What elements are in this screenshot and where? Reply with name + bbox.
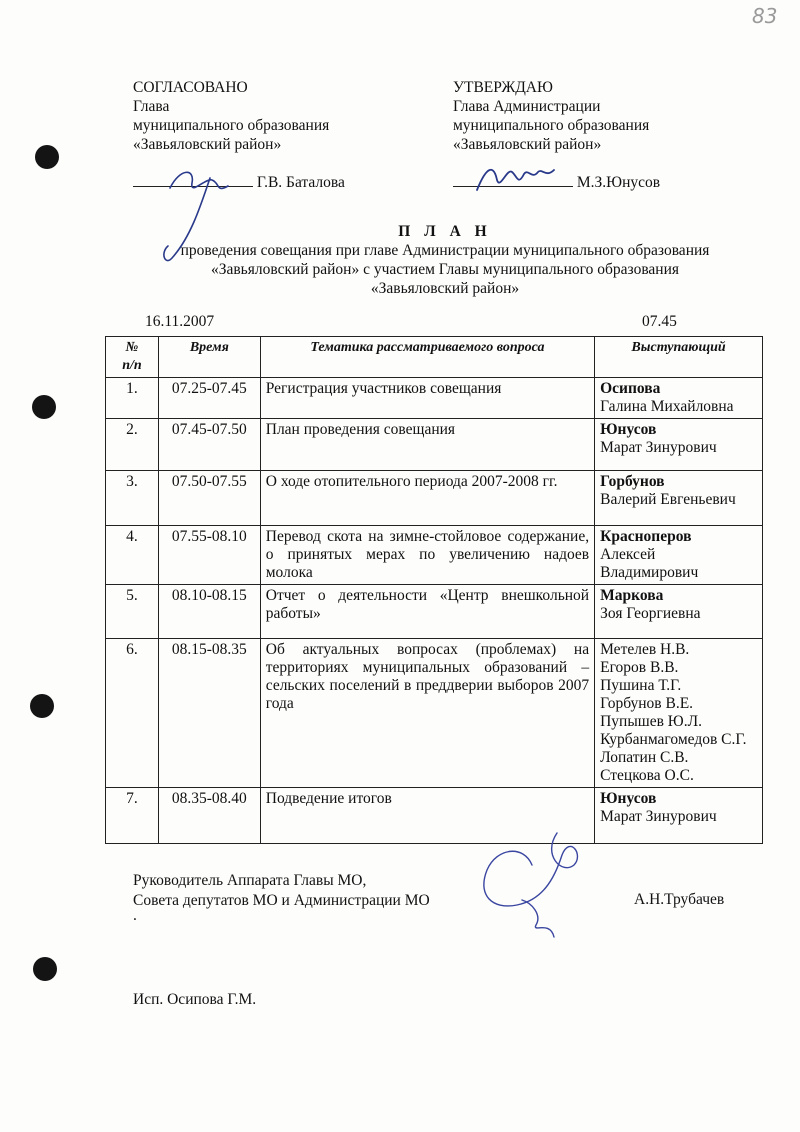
table-row (106, 639, 763, 788)
row-speaker (595, 378, 763, 419)
speaker-list-item: Егоров В.В. (600, 659, 679, 676)
table-row (106, 526, 763, 585)
header-topic: Тематика рассматриваемого вопроса (260, 337, 594, 378)
row-speaker (595, 639, 763, 788)
plan-date: 16.11.2007 (145, 313, 215, 330)
binder-hole (35, 145, 59, 169)
footer-position-line2: Совета депутатов МО и Администрации МО (133, 892, 430, 909)
speaker-rest: Марат Зинурович (600, 808, 717, 825)
binder-hole (32, 395, 56, 419)
approval-left-line1: Глава (133, 98, 170, 115)
row-speaker (595, 471, 763, 526)
row-topic: План проведения совещания (260, 419, 594, 471)
speaker-name: Маркова (600, 587, 664, 604)
table-row (106, 471, 763, 526)
speaker-list-item: Стецкова О.С. (600, 767, 694, 784)
table-header-row (106, 337, 763, 378)
plan-subtitle-1: проведения совещания при главе Администрации муниципального образования (180, 242, 710, 259)
approval-right-line1: Глава Администрации (453, 98, 601, 115)
plan-title: П Л А Н (398, 223, 492, 240)
row-num: 7. (106, 788, 159, 844)
row-topic: О ходе отопительного периода 2007-2008 гг. (260, 471, 594, 526)
row-time: 07.25-07.45 (158, 378, 260, 419)
approval-left-name: Г.В. Баталова (256, 174, 345, 191)
speaker-name: Юнусов (600, 790, 657, 807)
row-num: 5. (106, 585, 159, 639)
row-time: 07.50-07.55 (158, 471, 260, 526)
speaker-list-item: Метелев Н.В. (600, 641, 690, 658)
speaker-rest: Галина Михайловна (600, 398, 734, 415)
speaker-list-item: Курбанмагомедов С.Г. (600, 731, 747, 748)
plan-subtitle-2: «Завьяловский район» с участием Главы муниципального образования (210, 261, 680, 278)
approval-left-line3: «Завьяловский район» (133, 136, 282, 153)
plan-time: 07.45 (642, 313, 677, 330)
table-row (106, 378, 763, 419)
approval-right-heading: УТВЕРЖДАЮ (453, 79, 553, 96)
speaker-rest: Зоя Георгиевна (600, 605, 701, 622)
executor-note: Исп. Осипова Г.М. (133, 991, 257, 1008)
plan-heading (120, 222, 770, 298)
speaker-rest: Марат Зинурович (600, 439, 717, 456)
speaker-list-item: Лопатин С.В. (600, 749, 689, 766)
table-row (106, 788, 763, 844)
plan-subtitle-3: «Завьяловский район» (370, 280, 520, 297)
speaker-list-item: Пушина Т.Г. (600, 677, 682, 694)
speaker-name: Горбунов (600, 473, 665, 490)
binder-hole (33, 957, 57, 981)
row-time: 08.15-08.35 (158, 639, 260, 788)
speaker-rest: Валерий Евгеньевич (600, 491, 736, 508)
row-num: 1. (106, 378, 159, 419)
row-speaker (595, 585, 763, 639)
row-time: 08.10-08.15 (158, 585, 260, 639)
approval-left-line2: муниципального образования (133, 117, 330, 134)
speaker-name: Осипова (600, 380, 661, 397)
row-time: 07.55-08.10 (158, 526, 260, 585)
approval-right-line3: «Завьяловский район» (453, 136, 602, 153)
row-speaker (595, 526, 763, 585)
footer-name: А.Н.Трубачев (634, 891, 725, 908)
row-time: 08.35-08.40 (158, 788, 260, 844)
table-row (106, 585, 763, 639)
row-topic: Отчет о деятельности «Центр внешкольной работы» (260, 585, 594, 639)
header-num-line1: № (125, 340, 139, 355)
agenda-table (105, 336, 763, 844)
header-num-line2: п/п (122, 358, 142, 373)
row-topic: Об актуальных вопросах (проблемах) на территориях муниципальных образований – сельских поселений в преддверии выборов 2007 года (260, 639, 594, 788)
row-time: 07.45-07.50 (158, 419, 260, 471)
row-speaker (595, 788, 763, 844)
footer-position (133, 871, 430, 924)
row-num: 6. (106, 639, 159, 788)
header-speaker: Выступающий (595, 337, 763, 378)
header-time: Время (158, 337, 260, 378)
table-row (106, 419, 763, 471)
row-num: 3. (106, 471, 159, 526)
page-number: 83 (752, 4, 778, 28)
signature-right-image (472, 160, 562, 200)
header-num (106, 337, 159, 378)
row-topic: Регистрация участников совещания (260, 378, 594, 419)
speaker-list-item: Горбунов В.Е. (600, 695, 694, 712)
speaker-rest: Алексей Владимирович (600, 546, 699, 581)
signature-footer-image (462, 825, 602, 945)
approval-right-line2: муниципального образования (453, 117, 650, 134)
speaker-name: Красноперов (600, 528, 692, 545)
row-topic: Перевод скота на зимне-стойловое содержание, о принятых мерах по увеличению надоев молока (260, 526, 594, 585)
binder-hole (30, 694, 54, 718)
footer-position-line1: Руководитель Аппарата Главы МО, (133, 872, 367, 889)
row-topic: Подведение итогов (260, 788, 594, 844)
speaker-name: Юнусов (600, 421, 657, 438)
approval-right-name: М.З.Юнусов (576, 174, 661, 191)
approval-left-heading: СОГЛАСОВАНО (133, 79, 248, 96)
row-num: 4. (106, 526, 159, 585)
row-num: 2. (106, 419, 159, 471)
row-speaker (595, 419, 763, 471)
speaker-list-item: Пупышев Ю.Л. (600, 713, 702, 730)
footer-dot: . (133, 907, 137, 924)
